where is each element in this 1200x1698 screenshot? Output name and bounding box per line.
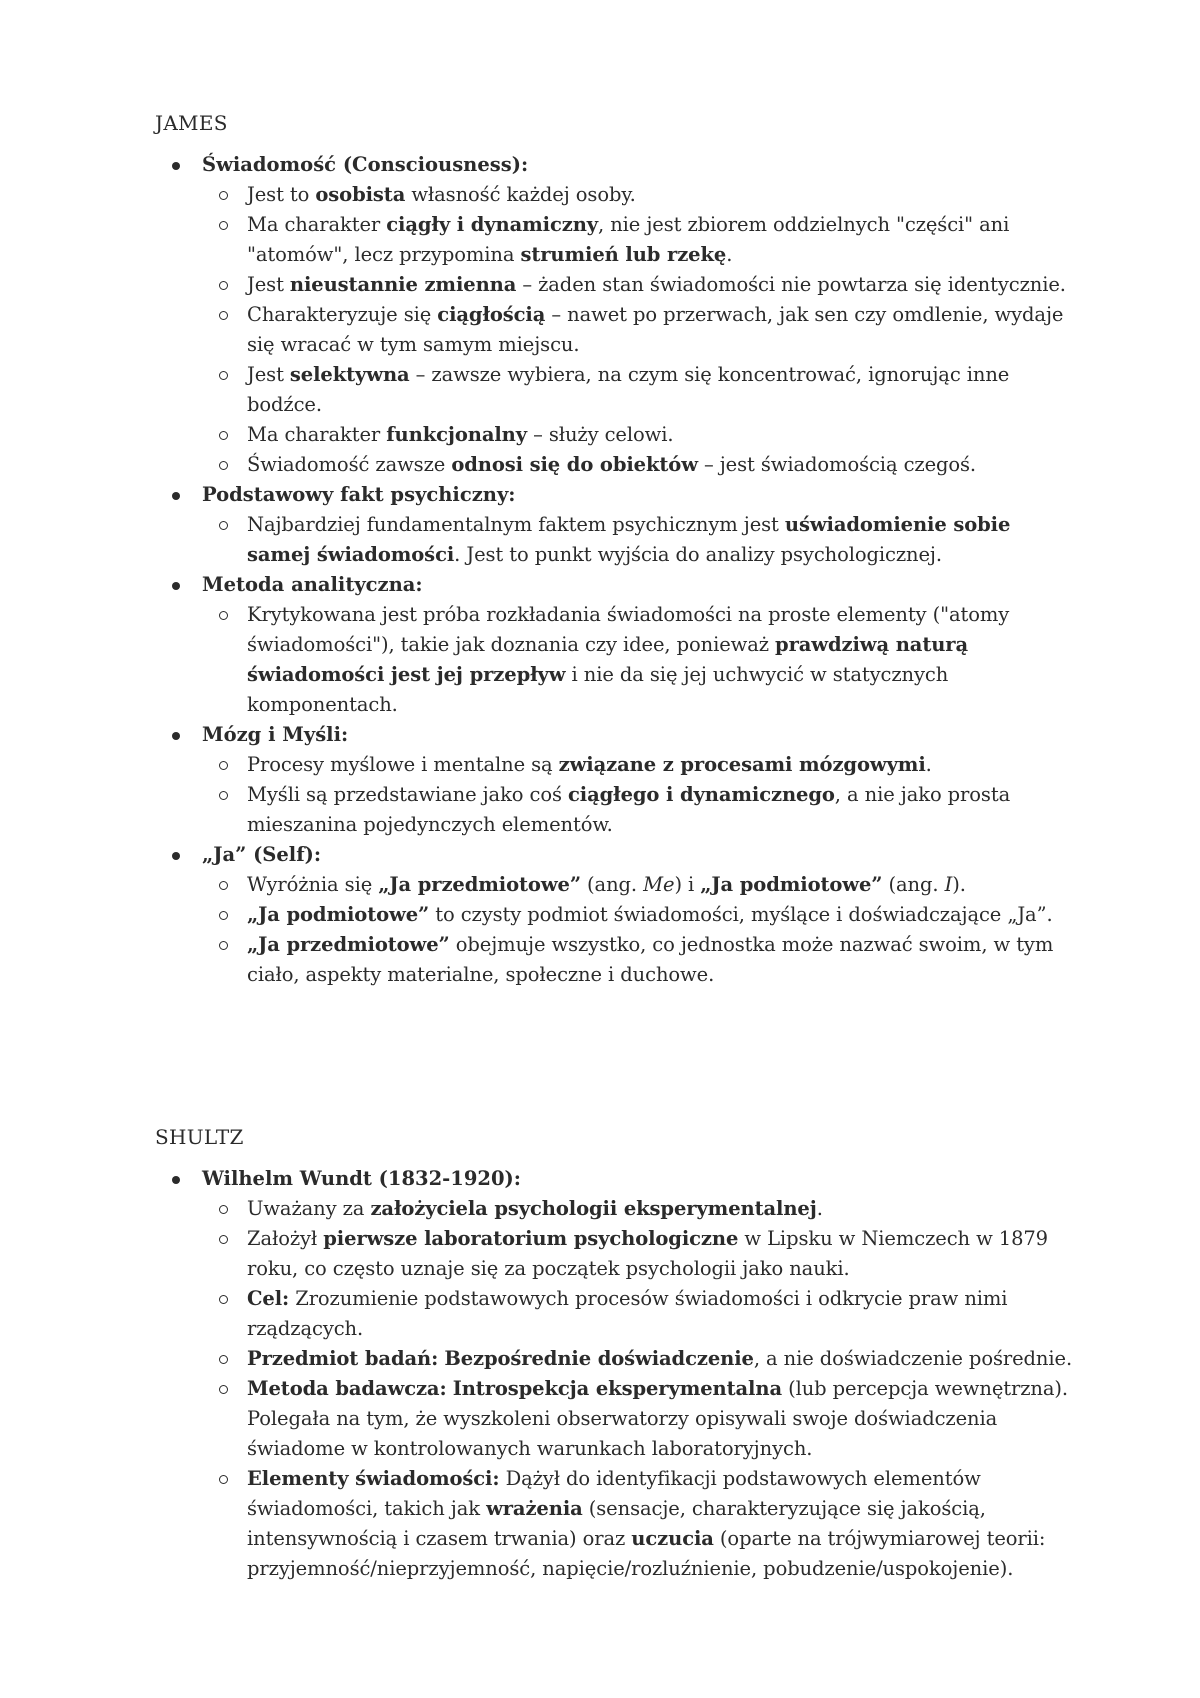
text-run: – żaden stan świadomości nie powtarza się identycznie.: [516, 273, 1066, 296]
text-run: .: [925, 753, 932, 776]
section-james: [155, 108, 1075, 990]
item-title: Świadomość (Consciousness):: [202, 153, 529, 176]
text-run: (oparte na trójwymiarowej teorii: przyjemność/nieprzyjemność, napięcie/rozluźnienie, pobudzenie/uspokojenie).: [247, 1527, 1046, 1580]
sub-item-text: [247, 1227, 1048, 1280]
sub-list-item: [202, 420, 1075, 450]
item-title: Wilhelm Wundt (1832-1920):: [202, 1167, 521, 1190]
circle-bullet-icon: [219, 611, 228, 620]
text-run: Ma charakter: [247, 213, 387, 236]
text-run: (ang.: [580, 873, 644, 896]
bullet-icon: [172, 162, 180, 170]
bold-run: założyciela psychologii eksperymentalnej: [370, 1197, 817, 1220]
text-run: , nie jest zbiorem oddzielnych "części" ani "atomów", lecz przypomina: [247, 213, 1010, 266]
bold-run: prawdziwą naturą świadomości jest jej przepływ: [247, 633, 969, 686]
bold-run: uświadomienie sobie samej świadomości: [247, 513, 1011, 566]
italic-run: Me: [643, 873, 675, 896]
item-title: Podstawowy fakt psychiczny:: [202, 483, 516, 506]
sub-list-item: [202, 1464, 1075, 1584]
circle-bullet-icon: [219, 761, 228, 770]
list-item: [155, 480, 1075, 570]
bullet-icon: [172, 1176, 180, 1184]
circle-bullet-icon: [219, 461, 228, 470]
sub-list-item: [202, 180, 1075, 210]
list-item: [155, 570, 1075, 720]
list-item: [155, 150, 1075, 480]
text-run: Dążył do identyfikacji podstawowych elementów świadomości, takich jak: [247, 1467, 981, 1520]
text-run: i nie da się jej uchwycić w statycznych komponentach.: [247, 663, 949, 716]
bold-run: odnosi się do obiektów: [451, 453, 698, 476]
circle-bullet-icon: [219, 281, 228, 290]
sub-item-text: [247, 363, 1009, 416]
text-run: (ang.: [882, 873, 945, 896]
text-run: Uważany za: [247, 1197, 371, 1220]
bold-run: Bezpośrednie doświadczenie: [444, 1347, 754, 1370]
sub-list-item: [202, 210, 1075, 270]
circle-bullet-icon: [219, 371, 228, 380]
sub-list-item: [202, 510, 1075, 570]
sub-list-item: [202, 600, 1075, 720]
sub-list-item: [202, 1344, 1075, 1374]
sub-item-text: [247, 933, 1053, 986]
sub-list-item: [202, 870, 1075, 900]
sub-item-text: [247, 303, 1063, 356]
text-run: własność każdej osoby.: [405, 183, 636, 206]
circle-bullet-icon: [219, 1295, 228, 1304]
sub-list-item: [202, 270, 1075, 300]
bold-run: strumień lub rzekę: [520, 243, 727, 266]
section-heading: JAMES: [155, 111, 228, 135]
bold-run: Elementy świadomości:: [247, 1467, 500, 1490]
text-run: ).: [952, 873, 966, 896]
bullet-list: [155, 150, 1075, 990]
text-run: . Jest to punkt wyjścia do analizy psychologicznej.: [454, 543, 942, 566]
sub-list: [202, 510, 1075, 570]
text-run: obejmuje wszystko, co jednostka może nazwać swoim, w tym ciało, aspekty materialne, społeczne i duchowe.: [247, 933, 1054, 986]
sub-item-text: [247, 423, 673, 446]
text-run: ) i: [674, 873, 701, 896]
bold-run: Przedmiot badań:: [247, 1347, 439, 1370]
bold-run: ciągłego i dynamicznego: [568, 783, 835, 806]
sub-item-text: [247, 783, 1010, 836]
sub-item-text: [247, 1377, 1068, 1460]
sub-item-text: [247, 273, 1066, 296]
text-run: .: [726, 243, 733, 266]
sub-list-item: [202, 360, 1075, 420]
sub-item-text: [247, 753, 932, 776]
text-run: Myśli są przedstawiane jako coś: [247, 783, 569, 806]
sub-list-item: [202, 900, 1075, 930]
bold-run: „Ja podmiotowe”: [700, 873, 883, 896]
bullet-list: [155, 1164, 1075, 1584]
text-run: Zrozumienie podstawowych procesów świadomości i odkrycie praw nimi rządzących.: [247, 1287, 1008, 1340]
circle-bullet-icon: [219, 221, 228, 230]
bold-run: nieustannie zmienna: [289, 273, 517, 296]
italic-run: I: [944, 873, 953, 896]
sub-item-text: [247, 1467, 1045, 1580]
circle-bullet-icon: [219, 311, 228, 320]
circle-bullet-icon: [219, 911, 228, 920]
sub-item-text: [247, 903, 1053, 926]
bold-run: uczucia: [631, 1527, 714, 1550]
text-run: – jest świadomością czegoś.: [697, 453, 977, 476]
sub-list-item: [202, 1284, 1075, 1344]
bold-run: ciągły i dynamiczny: [386, 213, 599, 236]
bold-run: osobista: [315, 183, 406, 206]
sub-item-text: [247, 603, 1009, 716]
sub-list-item: [202, 1224, 1075, 1284]
text-run: (sensacje, charakteryzujące się jakością, intensywnością i czasem trwania) oraz: [247, 1497, 986, 1550]
text-run: Krytykowana jest próba rozkładania świadomości na proste elementy ("atomy świadomości"), takie jak doznania czy idee, ponieważ: [247, 603, 1010, 656]
sub-list-item: [202, 1194, 1075, 1224]
text-run: (lub percepcja wewnętrzna). Polegała na tym, że wyszkoleni obserwatorzy opisywali swoje doświadczenia świadome w kontrolowanych warunkach laboratoryjnych.: [247, 1377, 1068, 1460]
bullet-icon: [172, 492, 180, 500]
sub-item-text: [247, 213, 1009, 266]
bold-run: wrażenia: [486, 1497, 583, 1520]
section-heading: SHULTZ: [155, 1125, 244, 1149]
sub-item-text: [247, 183, 636, 206]
circle-bullet-icon: [219, 941, 228, 950]
circle-bullet-icon: [219, 1205, 228, 1214]
item-title: Metoda analityczna:: [202, 573, 423, 596]
sub-list-item: [202, 780, 1075, 840]
sub-list: [202, 750, 1075, 840]
text-run: Jest: [247, 363, 290, 386]
text-run: – służy celowi.: [526, 423, 674, 446]
text-run: , a nie jako prosta mieszanina pojedynczych elementów.: [247, 783, 1011, 836]
bold-run: „Ja przedmiotowe”: [378, 873, 581, 896]
section-shultz: [155, 1122, 1075, 1584]
bold-run: selektywna: [289, 363, 410, 386]
list-item: [155, 840, 1075, 990]
sub-item-text: [247, 453, 976, 476]
text-run: w Lipsku w Niemczech w 1879 roku, co często uznaje się za początek psychologii jako nauki.: [247, 1227, 1048, 1280]
circle-bullet-icon: [219, 431, 228, 440]
sub-item-text: [247, 1287, 1007, 1340]
bold-run: „Ja przedmiotowe”: [247, 933, 450, 956]
text-run: – zawsze wybiera, na czym się koncentrować, ignorując inne bodźce.: [247, 363, 1010, 416]
bold-run: ciągłością: [437, 303, 546, 326]
sub-item-text: [247, 1347, 1072, 1370]
text-run: Jest: [247, 273, 290, 296]
bold-run: związane z procesami mózgowymi: [558, 753, 926, 776]
text-run: Założył: [247, 1227, 324, 1250]
text-run: Jest to: [247, 183, 316, 206]
sub-list: [202, 600, 1075, 720]
text-run: Charakteryzuje się: [247, 303, 438, 326]
circle-bullet-icon: [219, 881, 228, 890]
text-run: – nawet po przerwach, jak sen czy omdlenie, wydaje się wracać w tym samym miejscu.: [247, 303, 1064, 356]
bold-run: „Ja podmiotowe”: [247, 903, 430, 926]
bold-run: Cel:: [247, 1287, 290, 1310]
sub-list-item: [202, 450, 1075, 480]
sub-list: [202, 870, 1075, 990]
text-run: Ma charakter: [247, 423, 387, 446]
item-title: Mózg i Myśli:: [202, 723, 349, 746]
text-run: .: [816, 1197, 823, 1220]
text-run: to czysty podmiot świadomości, myślące i doświadczające „Ja”.: [429, 903, 1053, 926]
bold-run: funkcjonalny: [386, 423, 527, 446]
bullet-icon: [172, 582, 180, 590]
circle-bullet-icon: [219, 1385, 228, 1394]
sub-item-text: [247, 513, 1010, 566]
sub-list-item: [202, 1374, 1075, 1464]
list-item: [155, 720, 1075, 840]
bold-run: Metoda badawcza:: [247, 1377, 447, 1400]
bullet-icon: [172, 852, 180, 860]
sub-item-text: [247, 1197, 823, 1220]
sub-list: [202, 1194, 1075, 1584]
text-run: Wyróżnia się: [247, 873, 379, 896]
circle-bullet-icon: [219, 1475, 228, 1484]
circle-bullet-icon: [219, 521, 228, 530]
list-item: [155, 1164, 1075, 1584]
circle-bullet-icon: [219, 191, 228, 200]
item-title: „Ja” (Self):: [202, 843, 322, 866]
sub-item-text: [247, 873, 966, 896]
sub-list-item: [202, 300, 1075, 360]
circle-bullet-icon: [219, 1355, 228, 1364]
sub-list: [202, 180, 1075, 480]
bullet-icon: [172, 732, 180, 740]
text-run: Procesy myślowe i mentalne są: [247, 753, 559, 776]
bold-run: pierwsze laboratorium psychologiczne: [323, 1227, 739, 1250]
bold-run: Introspekcja eksperymentalna: [452, 1377, 782, 1400]
text-run: , a nie doświadczenie pośrednie.: [753, 1347, 1073, 1370]
circle-bullet-icon: [219, 791, 228, 800]
circle-bullet-icon: [219, 1235, 228, 1244]
sub-list-item: [202, 750, 1075, 780]
sub-list-item: [202, 930, 1075, 990]
text-run: Najbardziej fundamentalnym faktem psychicznym jest: [247, 513, 785, 536]
text-run: Świadomość zawsze: [247, 453, 452, 476]
